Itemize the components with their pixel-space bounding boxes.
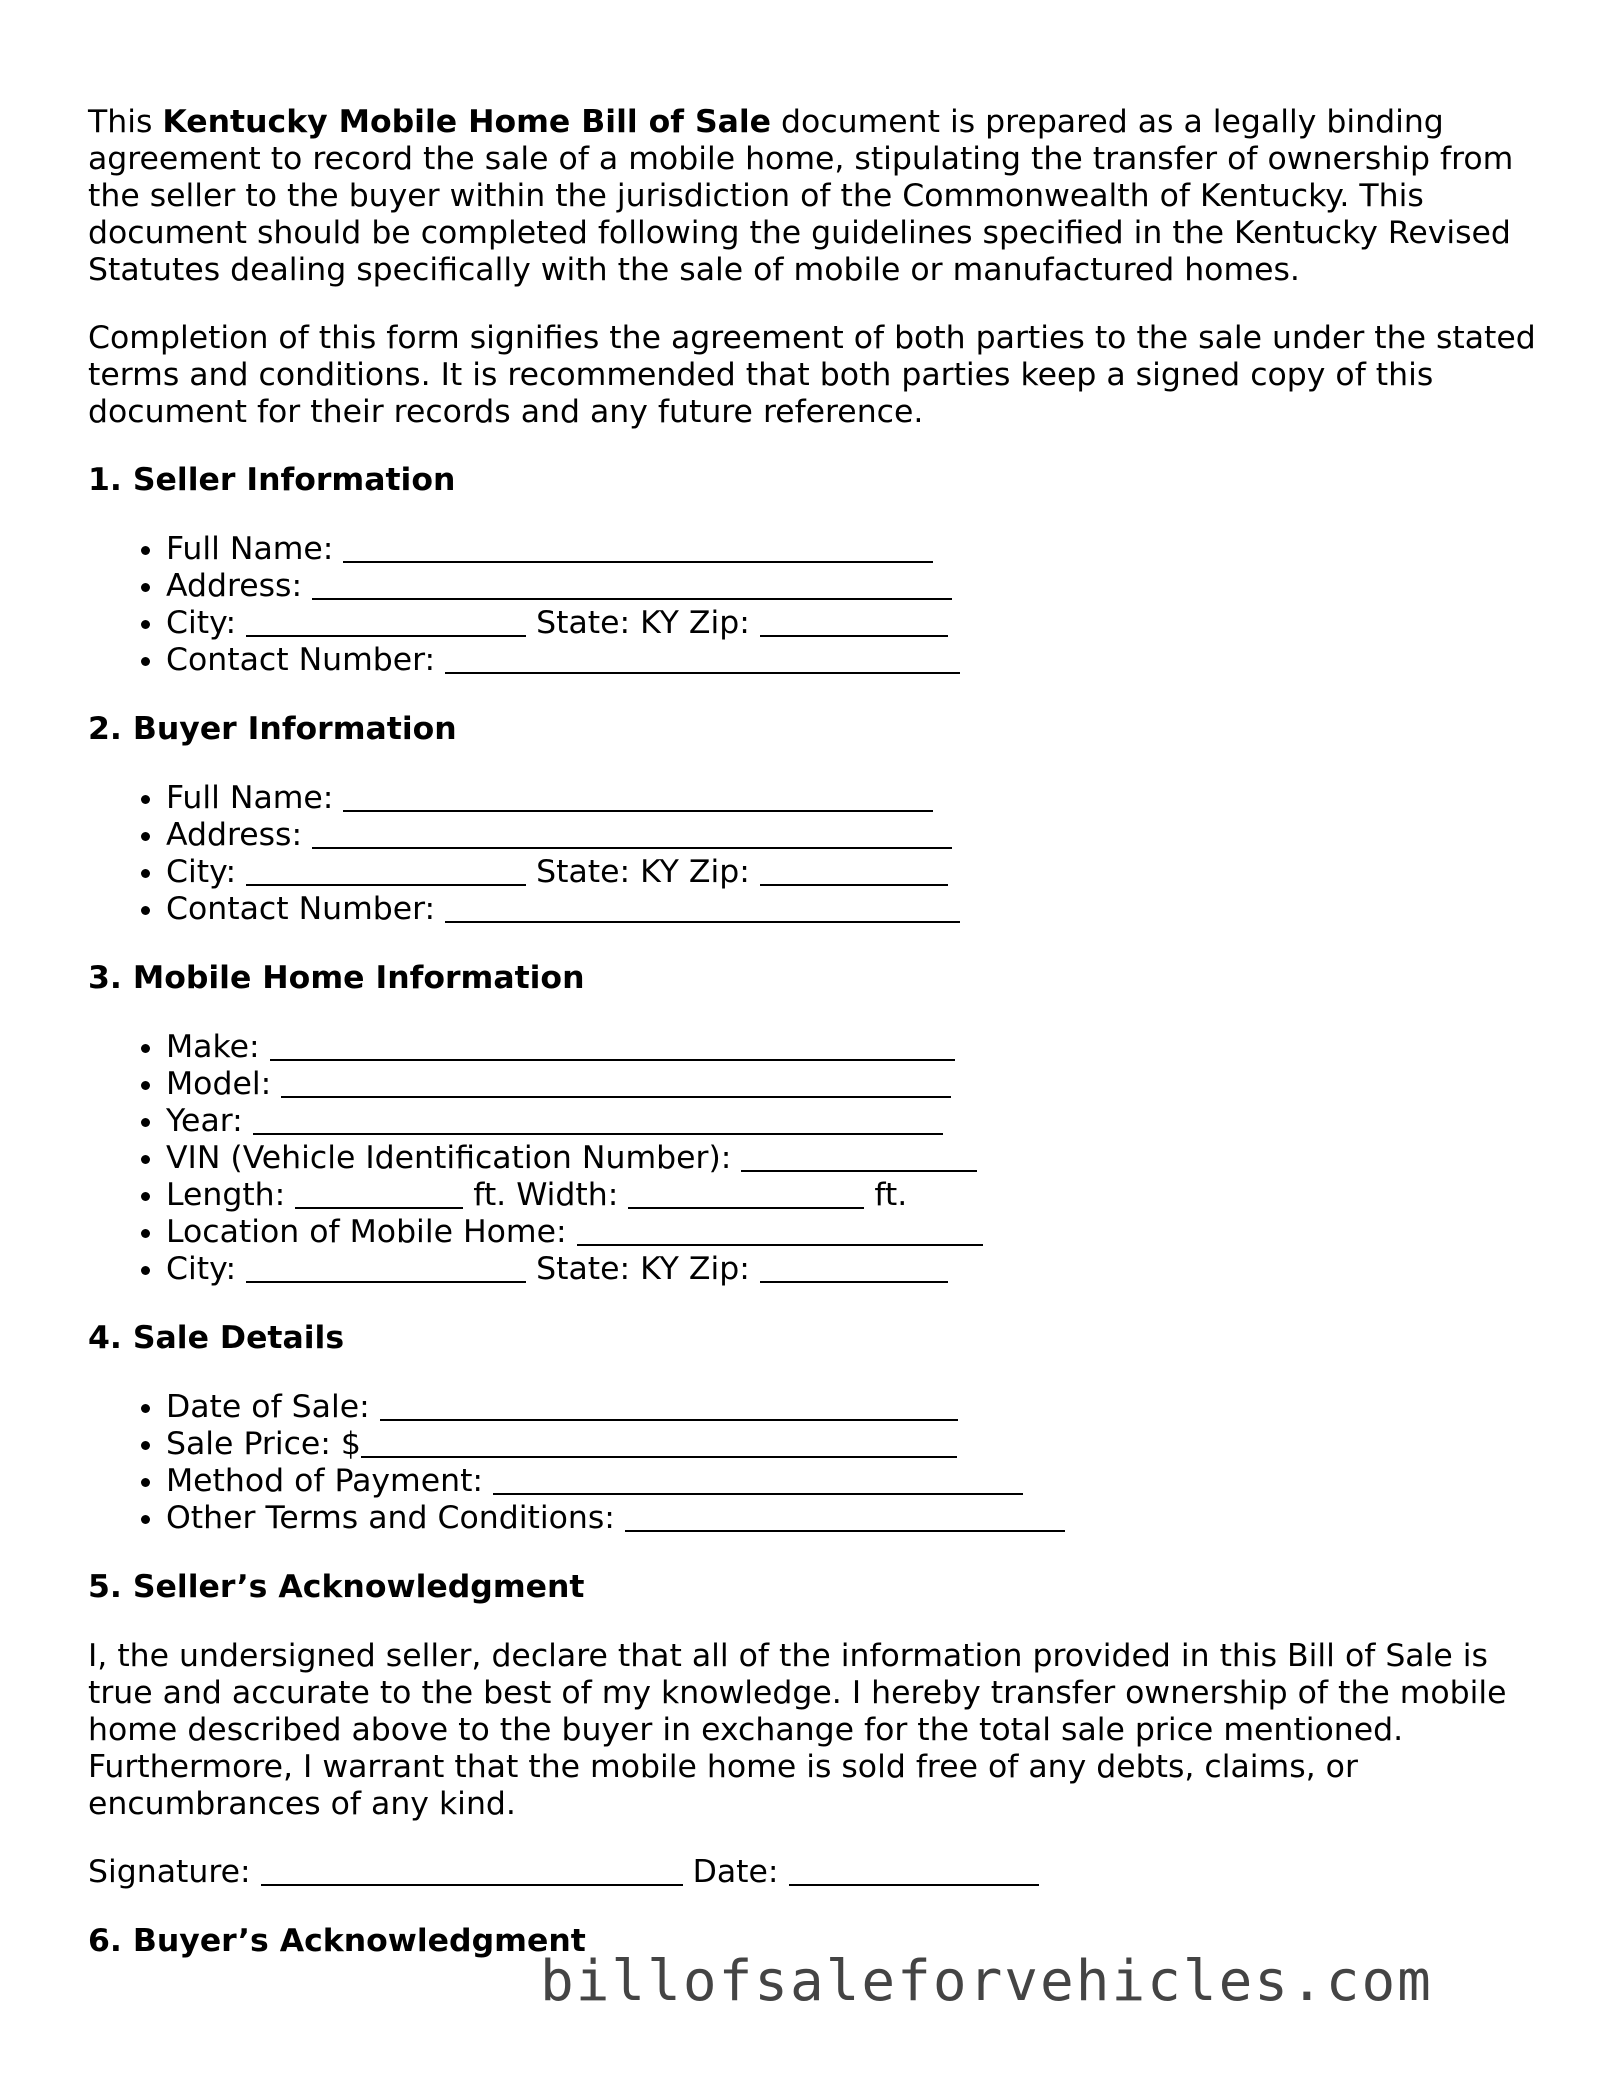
home-length-field[interactable] [295, 1179, 463, 1209]
seller-information-list [88, 531, 1538, 679]
buyer-contact-field[interactable] [445, 893, 960, 923]
home-zip-field[interactable] [760, 1253, 948, 1283]
mobile-home-information-list [88, 1029, 1538, 1288]
list-item: • Address: [166, 817, 1538, 854]
seller-acknowledgment-heading: 5. Seller’s Acknowledgment [88, 1569, 585, 1605]
buyer-information-heading: 2. Buyer Information [88, 711, 457, 747]
list-item: • City: State: KY Zip: [166, 605, 1538, 642]
list-item: • City: State: KY Zip: [166, 1251, 1538, 1288]
list-item: • Date of Sale: [166, 1389, 1538, 1426]
list-item: • Length: ft. Width: ft. [166, 1177, 1538, 1214]
sale-details-heading: 4. Sale Details [88, 1320, 345, 1356]
list-item: • Address: [166, 568, 1538, 605]
sale-date-field[interactable] [380, 1391, 958, 1421]
seller-signature-line: Signature: Date: [88, 1854, 1538, 1891]
document-body [88, 104, 1538, 1992]
home-vin-field[interactable] [741, 1142, 977, 1172]
seller-full-name-field[interactable] [343, 533, 933, 563]
list-item: • Location of Mobile Home: [166, 1214, 1538, 1251]
list-item: • Year: [166, 1103, 1538, 1140]
mobile-home-information-heading: 3. Mobile Home Information [88, 960, 585, 996]
buyer-city-field[interactable] [246, 856, 526, 886]
buyer-information-list [88, 780, 1538, 928]
home-city-field[interactable] [246, 1253, 526, 1283]
list-item: • City: State: KY Zip: [166, 854, 1538, 891]
seller-information-heading: 1. Seller Information [88, 462, 456, 498]
seller-city-field[interactable] [246, 607, 526, 637]
home-location-field[interactable] [577, 1216, 983, 1246]
intro-paragraph-2: Completion of this form signifies the agreement of both parties to the sale under the stated terms and conditions. It is recommended that both parties keep a signed copy of this document for their records and any future reference. [88, 320, 1536, 430]
seller-signature-date-field[interactable] [789, 1856, 1039, 1886]
buyer-zip-field[interactable] [760, 856, 948, 886]
buyer-full-name-field[interactable] [343, 782, 933, 812]
list-item: • Make: [166, 1029, 1538, 1066]
seller-zip-field[interactable] [760, 607, 948, 637]
buyer-acknowledgment-heading: 6. Buyer’s Acknowledgment [88, 1923, 586, 1959]
home-width-field[interactable] [628, 1179, 864, 1209]
payment-method-field[interactable] [493, 1465, 1023, 1495]
seller-acknowledgment-text: I, the undersigned seller, declare that all of the information provided in this Bill of Sale is true and accurate to the best of my knowledge. I hereby transfer ownership of the mobile home described above to the buyer in exchange for the total sale price mentioned. Furthermore, I warrant that the mobile home is sold free of any debts, claims, or encumbrances of any kind. [88, 1638, 1507, 1822]
seller-contact-field[interactable] [445, 644, 960, 674]
list-item: • Other Terms and Conditions: [166, 1500, 1538, 1537]
list-item: • Full Name: [166, 531, 1538, 568]
home-year-field[interactable] [253, 1105, 943, 1135]
sale-price-field[interactable] [361, 1428, 957, 1458]
list-item: • VIN (Vehicle Identification Number): [166, 1140, 1538, 1177]
intro-paragraph-1: This Kentucky Mobile Home Bill of Sale document is prepared as a legally binding agreement to record the sale of a mobile home, stipulating the transfer of ownership from the seller to the buyer within the jurisdiction of the Commonwealth of Kentucky. This document should be completed following the guidelines specified in the Kentucky Revised Statutes dealing specifically with the sale of mobile or manufactured homes. [88, 104, 1514, 288]
list-item: • Full Name: [166, 780, 1538, 817]
home-make-field[interactable] [270, 1031, 955, 1061]
home-model-field[interactable] [281, 1068, 951, 1098]
buyer-address-field[interactable] [312, 819, 952, 849]
other-terms-field[interactable] [625, 1502, 1065, 1532]
watermark-text: billofsaleforvehicles.com [540, 1949, 1433, 2014]
list-item: • Model: [166, 1066, 1538, 1103]
list-item: • Method of Payment: [166, 1463, 1538, 1500]
seller-signature-field[interactable] [261, 1856, 683, 1886]
list-item: • Sale Price: $ [166, 1426, 1538, 1463]
sale-details-list [88, 1389, 1538, 1537]
list-item: • Contact Number: [166, 642, 1538, 679]
list-item: • Contact Number: [166, 891, 1538, 928]
seller-address-field[interactable] [312, 570, 952, 600]
document-title: Kentucky Mobile Home Bill of Sale [162, 104, 772, 140]
